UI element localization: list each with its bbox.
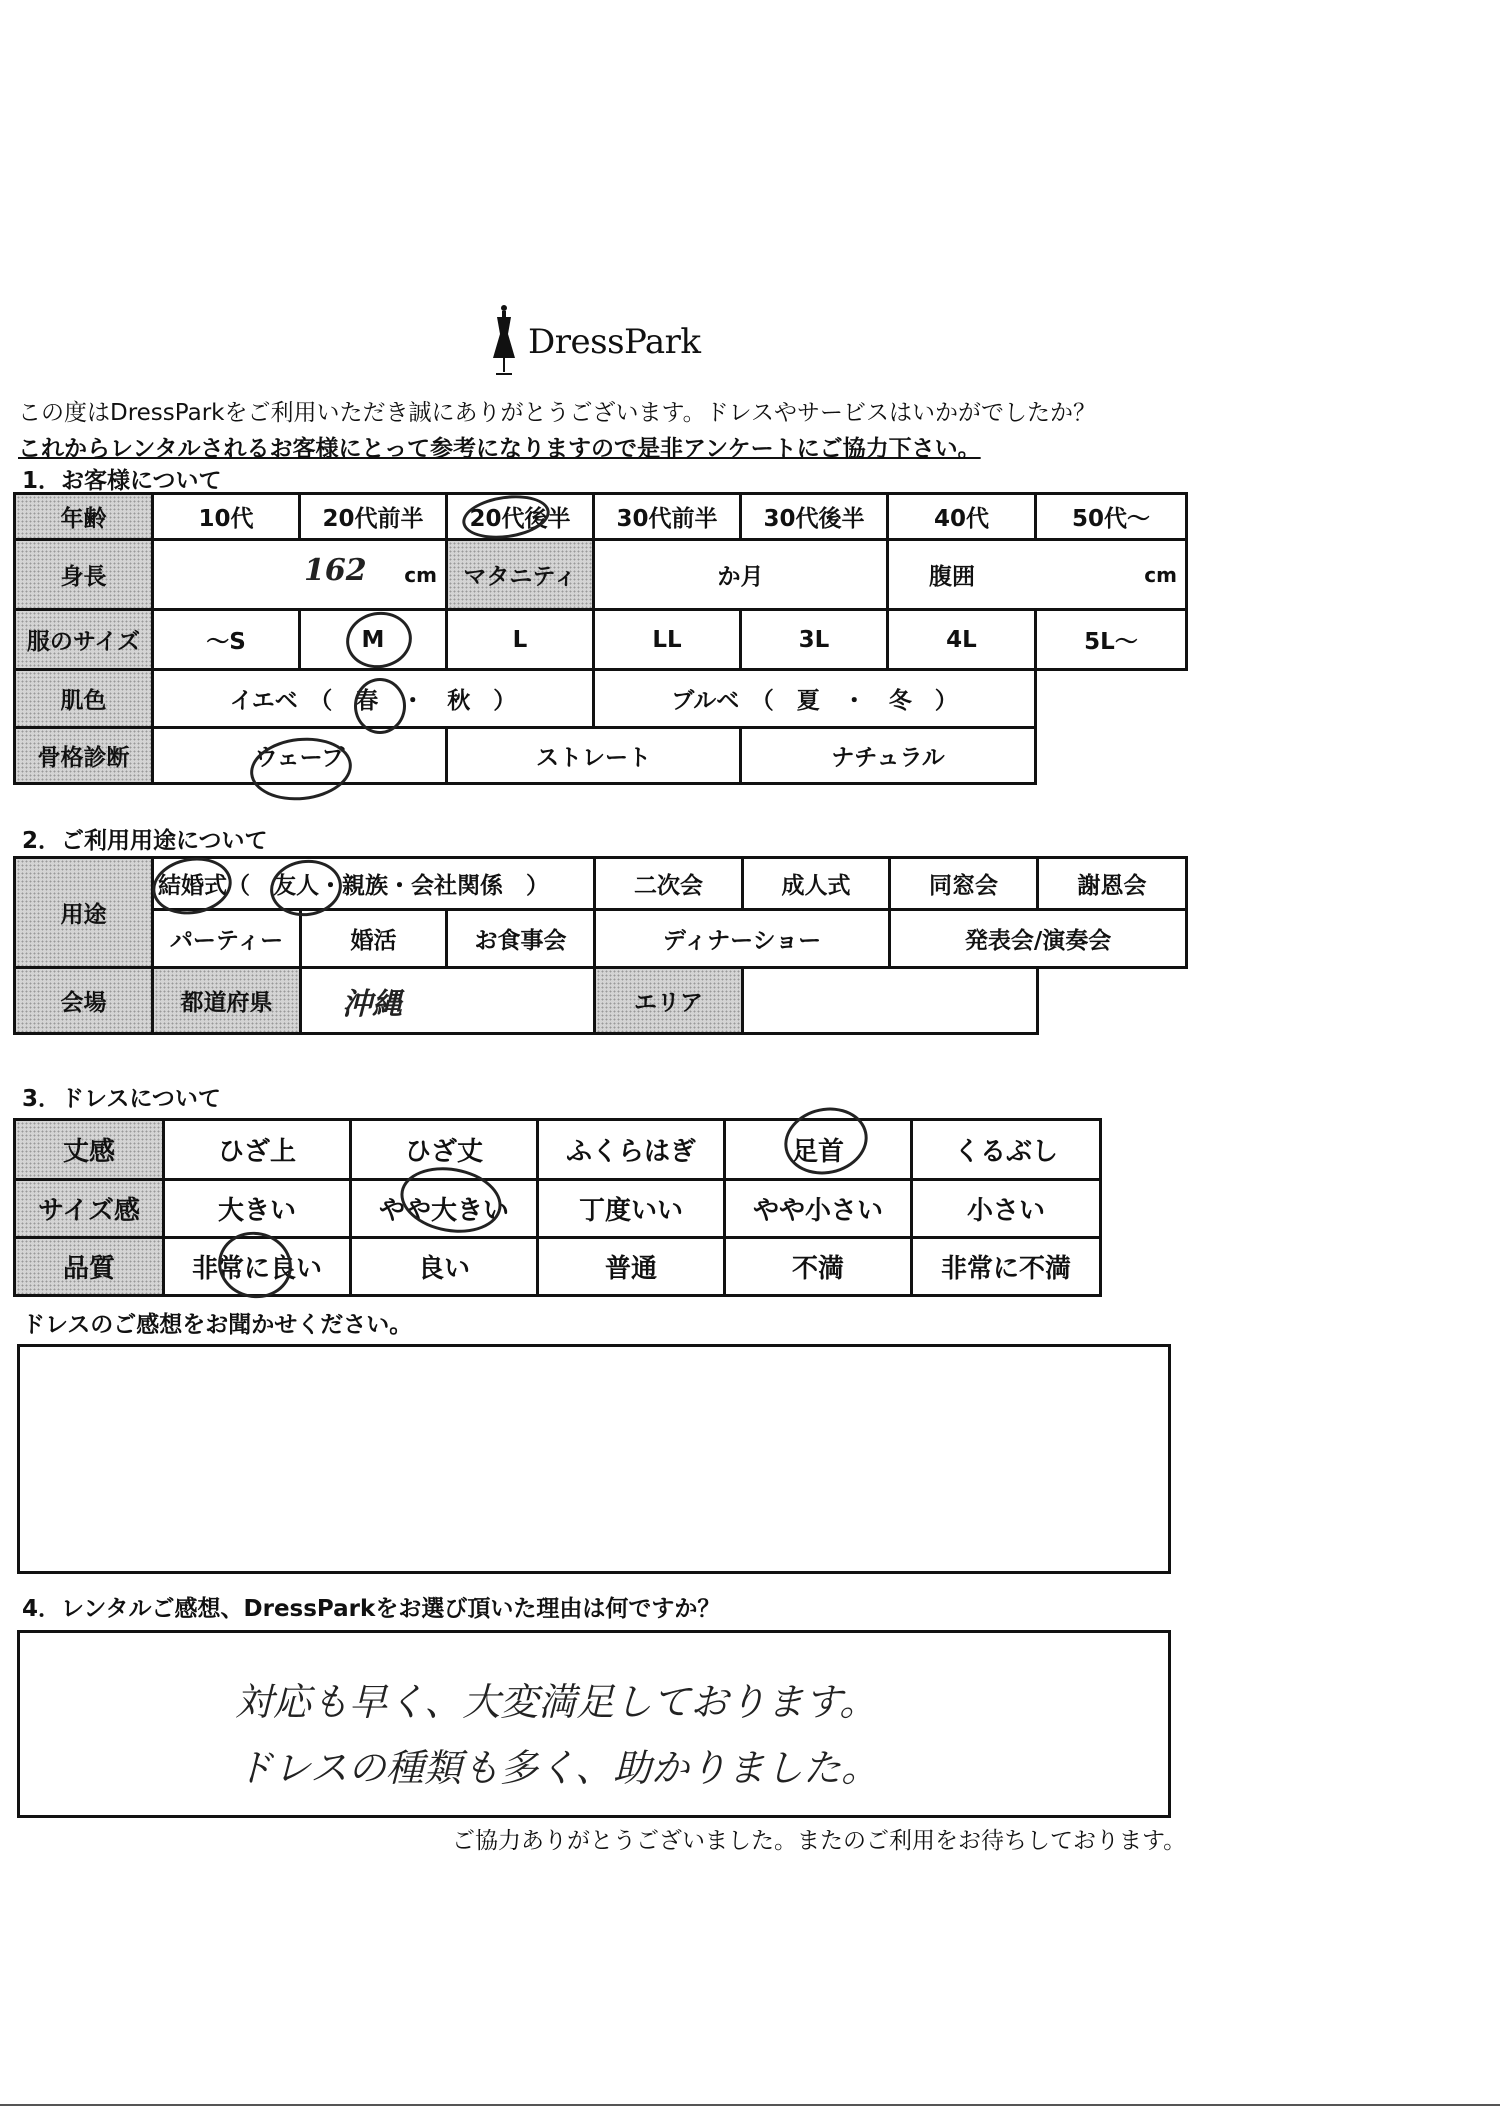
height-value: 162 <box>304 553 367 588</box>
fit-option[interactable]: やや小さい <box>725 1180 912 1238</box>
length-option-selected[interactable]: 足首 <box>725 1120 912 1180</box>
waist-unit: cm <box>1144 562 1177 587</box>
fit-option[interactable]: 丁度いい <box>538 1180 725 1238</box>
quality-option[interactable]: 不満 <box>725 1238 912 1296</box>
section4-title: 4．レンタルご感想、DressParkをお選び頂いた理由は何ですか？ <box>22 1596 721 1622</box>
length-option[interactable]: ひざ上 <box>164 1120 351 1180</box>
dress-row-label: サイズ感 <box>15 1180 164 1238</box>
quality-option-selected[interactable]: 非常に良い <box>164 1238 351 1296</box>
size-row <box>15 610 1187 670</box>
age-option[interactable]: 20代前半 <box>300 494 447 540</box>
purpose-option[interactable]: 婚活 <box>301 910 447 968</box>
dress-comment-prompt: ドレスのご感想をお聞かせください。 <box>22 1312 413 1338</box>
venue-label: 会場 <box>15 968 153 1034</box>
skin-row <box>15 670 1187 728</box>
footer-thanks: ご協力ありがとうございました。またのご利用をお待ちしております。 <box>452 1828 1187 1854</box>
purpose-option[interactable]: 同窓会 <box>890 858 1038 910</box>
age-option[interactable]: 30代後半 <box>741 494 888 540</box>
height-row <box>15 540 1187 610</box>
size-option[interactable]: 3L <box>741 610 888 670</box>
selection-circle <box>354 678 406 734</box>
length-option[interactable]: ふくらはぎ <box>538 1120 725 1180</box>
age-option[interactable]: 40代 <box>888 494 1036 540</box>
bottom-scan-line <box>0 2104 1500 2106</box>
quality-option[interactable]: 非常に不満 <box>912 1238 1101 1296</box>
purpose-option[interactable]: ディナーショー <box>595 910 890 968</box>
frame-label: 骨格診断 <box>15 728 153 784</box>
dress-table <box>13 1118 1102 1297</box>
section2-title: 2．ご利用用途について <box>22 828 268 854</box>
age-option[interactable]: 50代～ <box>1036 494 1187 540</box>
prefecture-value: 沖縄 <box>342 986 402 1022</box>
purpose-option[interactable]: 成人式 <box>743 858 890 910</box>
prefecture-label: 都道府県 <box>153 968 301 1034</box>
dress-row-label: 丈感 <box>15 1120 164 1180</box>
fit-option[interactable]: 小さい <box>912 1180 1101 1238</box>
age-row <box>15 494 1187 540</box>
prefecture-field[interactable] <box>301 968 595 1034</box>
purpose-label: 用途 <box>15 858 153 968</box>
size-option-selected[interactable]: M <box>300 610 447 670</box>
age-option-selected[interactable]: 20代後半 <box>447 494 594 540</box>
size-label: 服のサイズ <box>15 610 153 670</box>
purpose-option[interactable]: 二次会 <box>595 858 743 910</box>
purpose-option[interactable]: 発表会/演奏会 <box>890 910 1187 968</box>
size-option[interactable]: 5L～ <box>1036 610 1187 670</box>
purpose-option[interactable]: お食事会 <box>447 910 595 968</box>
quality-row <box>15 1238 1101 1296</box>
quality-option[interactable]: 良い <box>351 1238 538 1296</box>
height-unit: cm <box>404 562 437 587</box>
waist-label: 腹囲 <box>929 564 975 590</box>
section1-title: 1．お客様について <box>22 468 222 494</box>
purpose-option[interactable]: 謝恩会 <box>1038 858 1187 910</box>
fit-option[interactable]: 大きい <box>164 1180 351 1238</box>
size-option[interactable]: L <box>447 610 594 670</box>
size-option[interactable]: LL <box>594 610 741 670</box>
dress-row-label: 品質 <box>15 1238 164 1296</box>
purpose-option[interactable]: パーティー <box>153 910 301 968</box>
rental-comment-line-1: 対応も早く、大変満足しております。 <box>235 1680 878 1724</box>
dress-mannequin-icon <box>488 302 520 380</box>
fit-option-selected[interactable]: やや大きい <box>351 1180 538 1238</box>
size-option[interactable]: 4L <box>888 610 1036 670</box>
age-option[interactable]: 30代前半 <box>594 494 741 540</box>
length-row <box>15 1120 1101 1180</box>
empty-cell <box>1036 728 1187 784</box>
dress-comment-box[interactable] <box>17 1344 1171 1574</box>
empty-cell <box>1038 968 1187 1034</box>
intro-line-1: この度はDressParkをご利用いただき誠にありがとうございます。ドレスやサービスはいかがでしたか？ <box>18 400 1096 426</box>
venue-row <box>15 968 1187 1034</box>
age-label: 年齢 <box>15 494 153 540</box>
intro-line-2: これからレンタルされるお客様にとって参考になりますので是非アンケートにご協力下さい。 <box>18 436 981 462</box>
section3-title: 3．ドレスについて <box>22 1086 221 1112</box>
length-option[interactable]: ひざ丈 <box>351 1120 538 1180</box>
dresspark-logo <box>488 302 728 380</box>
rental-comment-line-2: ドレスの種類も多く、助かりました。 <box>235 1746 880 1790</box>
waist-field[interactable] <box>888 540 1187 610</box>
maternity-label: マタニティ <box>447 540 594 610</box>
fit-row <box>15 1180 1101 1238</box>
skin-label: 肌色 <box>15 670 153 728</box>
purpose-wedding-option[interactable]: 結婚式（ 友人・親族・会社関係 ） <box>153 858 595 910</box>
height-label: 身長 <box>15 540 153 610</box>
empty-cell <box>1036 670 1187 728</box>
size-option[interactable]: ～S <box>153 610 300 670</box>
age-option[interactable]: 10代 <box>153 494 300 540</box>
frame-row <box>15 728 1187 784</box>
frame-option-selected[interactable]: ウェーブ <box>153 728 447 784</box>
rental-comment-box[interactable] <box>17 1630 1171 1818</box>
customer-table <box>13 492 1188 785</box>
logo-text: DressPark <box>528 322 701 362</box>
maternity-field[interactable] <box>594 540 888 610</box>
quality-option[interactable]: 普通 <box>538 1238 725 1296</box>
frame-option[interactable]: ストレート <box>447 728 741 784</box>
frame-option[interactable]: ナチュラル <box>741 728 1036 784</box>
area-field[interactable] <box>743 968 1038 1034</box>
skin-yellow-option[interactable]: イエベ （ 春 ・ 秋 ） <box>153 670 594 728</box>
maternity-unit: か月 <box>717 564 764 590</box>
purpose-row-2 <box>15 910 1187 968</box>
height-field[interactable] <box>153 540 447 610</box>
length-option[interactable]: くるぶし <box>912 1120 1101 1180</box>
skin-blue-option[interactable]: ブルベ （ 夏 ・ 冬 ） <box>594 670 1036 728</box>
area-label: エリア <box>595 968 743 1034</box>
